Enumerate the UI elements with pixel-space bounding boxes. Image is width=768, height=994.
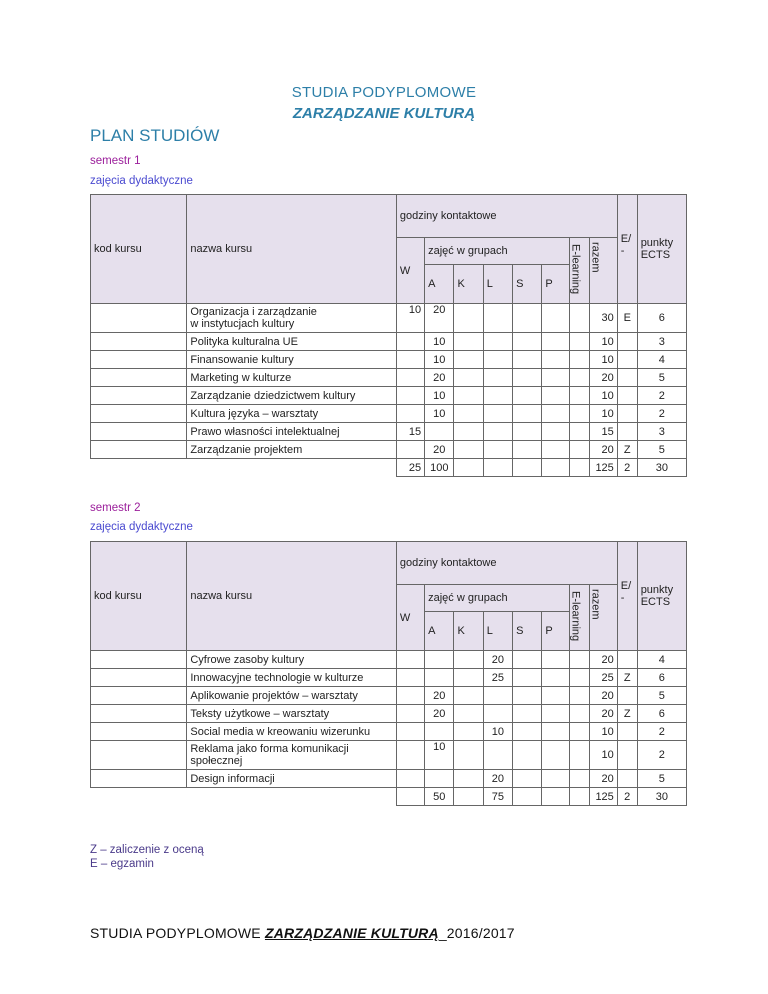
col-egz: E/ - <box>617 542 637 651</box>
cell-s <box>513 423 542 441</box>
cell-ects: 5 <box>637 770 686 788</box>
cell-razem: 10 <box>589 387 617 405</box>
cell-el <box>569 304 589 333</box>
col-w: W <box>396 238 424 304</box>
cell-razem: 10 <box>589 333 617 351</box>
total-ects: 30 <box>637 788 686 806</box>
cell-egz <box>617 369 637 387</box>
cell-kod <box>91 369 187 387</box>
cell-s <box>513 333 542 351</box>
total-row <box>91 459 687 477</box>
cell-razem: 10 <box>589 405 617 423</box>
table-row <box>91 687 687 705</box>
col-l: L <box>483 612 512 651</box>
col-razem: razem <box>589 589 602 620</box>
total-w <box>396 788 424 806</box>
cell-s <box>513 304 542 333</box>
cell-el <box>569 723 589 741</box>
cell-k <box>454 333 483 351</box>
cell-s <box>513 405 542 423</box>
cell-razem: 20 <box>589 651 617 669</box>
cell-ects: 3 <box>637 333 686 351</box>
cell-k <box>454 651 483 669</box>
cell-el <box>569 669 589 687</box>
cell-s <box>513 741 542 770</box>
cell-egz: Z <box>617 441 637 459</box>
semester-1-sublabel: zajęcia dydaktyczne <box>90 175 193 187</box>
cell-egz <box>617 687 637 705</box>
footer <box>90 925 515 941</box>
cell-a: 10 <box>425 351 454 369</box>
col-l: L <box>483 265 512 304</box>
table-row <box>91 387 687 405</box>
cell-kod <box>91 687 187 705</box>
cell-razem: 15 <box>589 423 617 441</box>
cell-egz <box>617 405 637 423</box>
cell-s <box>513 651 542 669</box>
cell-w <box>396 441 424 459</box>
cell-el <box>569 423 589 441</box>
cell-l <box>483 687 512 705</box>
cell-w <box>396 741 424 770</box>
cell-l <box>483 423 512 441</box>
cell-p <box>542 304 569 333</box>
footer-suffix: _2016/2017 <box>438 925 515 941</box>
cell-ects: 6 <box>637 304 686 333</box>
cell-w <box>396 687 424 705</box>
cell-a <box>425 723 454 741</box>
cell-kod <box>91 723 187 741</box>
cell-p <box>542 441 569 459</box>
cell-nazwa: Design informacji <box>187 770 396 788</box>
cell-s <box>513 387 542 405</box>
cell-ects: 5 <box>637 441 686 459</box>
cell-nazwa: Kultura języka – warsztaty <box>187 405 396 423</box>
cell-l: 20 <box>483 770 512 788</box>
cell-kod <box>91 423 187 441</box>
cell-egz: Z <box>617 669 637 687</box>
col-razem: razem <box>589 242 602 273</box>
footer-prefix: STUDIA PODYPLOMOWE <box>90 925 265 941</box>
cell-w <box>396 651 424 669</box>
cell-ects: 2 <box>637 723 686 741</box>
cell-l <box>483 333 512 351</box>
total-row <box>91 788 687 806</box>
cell-ects: 5 <box>637 687 686 705</box>
cell-kod <box>91 387 187 405</box>
cell-a <box>425 669 454 687</box>
col-elearning: E-learning <box>569 243 582 295</box>
cell-p <box>542 651 569 669</box>
cell-k <box>454 669 483 687</box>
cell-p <box>542 369 569 387</box>
col-kod: kod kursu <box>91 542 187 651</box>
cell-l <box>483 369 512 387</box>
cell-nazwa: Finansowanie kultury <box>187 351 396 369</box>
cell-nazwa: Social media w kreowaniu wizerunku <box>187 723 396 741</box>
cell-ects: 4 <box>637 651 686 669</box>
cell-k <box>454 723 483 741</box>
table-row <box>91 705 687 723</box>
table-row <box>91 333 687 351</box>
cell-s <box>513 705 542 723</box>
total-ects: 30 <box>637 459 686 477</box>
table-row <box>91 669 687 687</box>
cell-s <box>513 351 542 369</box>
cell-egz <box>617 387 637 405</box>
cell-el <box>569 687 589 705</box>
cell-l <box>483 387 512 405</box>
cell-nazwa: Aplikowanie projektów – warsztaty <box>187 687 396 705</box>
table-row <box>91 770 687 788</box>
cell-w <box>396 387 424 405</box>
cell-w <box>396 333 424 351</box>
cell-p <box>542 687 569 705</box>
cell-k <box>454 423 483 441</box>
cell-kod <box>91 669 187 687</box>
footer-program: ZARZĄDZANIE KULTURĄ <box>264 925 439 941</box>
col-k: K <box>454 265 483 304</box>
total-egz: 2 <box>617 459 637 477</box>
cell-nazwa: Cyfrowe zasoby kultury <box>187 651 396 669</box>
cell-el <box>569 369 589 387</box>
col-a: A <box>425 612 454 651</box>
col-ects: punkty ECTS <box>637 542 686 651</box>
semester-2-table <box>90 541 687 806</box>
cell-p <box>542 333 569 351</box>
cell-kod <box>91 441 187 459</box>
cell-kod <box>91 405 187 423</box>
cell-ects: 6 <box>637 705 686 723</box>
cell-kod <box>91 351 187 369</box>
semester-2-label: semestr 2 <box>90 502 141 514</box>
cell-k <box>454 705 483 723</box>
cell-el <box>569 705 589 723</box>
cell-el <box>569 651 589 669</box>
col-godziny: godziny kontaktowe <box>396 542 617 585</box>
legend-z: Z – zaliczenie z oceną <box>90 844 204 856</box>
table-row <box>91 441 687 459</box>
cell-razem: 10 <box>589 741 617 770</box>
cell-nazwa: Marketing w kulturze <box>187 369 396 387</box>
cell-s <box>513 669 542 687</box>
cell-a: 10 <box>425 405 454 423</box>
cell-ects: 3 <box>637 423 686 441</box>
table-row <box>91 723 687 741</box>
col-p: P <box>542 612 569 651</box>
cell-nazwa: Zarządzanie dziedzictwem kultury <box>187 387 396 405</box>
legend <box>90 843 204 871</box>
table-row <box>91 651 687 669</box>
legend-e: E – egzamin <box>90 858 154 870</box>
cell-nazwa: Organizacja i zarządzanie w instytucjach kultury <box>187 304 396 333</box>
cell-egz <box>617 333 637 351</box>
cell-k <box>454 687 483 705</box>
total-razem: 125 <box>589 459 617 477</box>
col-w: W <box>396 585 424 651</box>
cell-w: 10 <box>396 304 424 333</box>
col-kod: kod kursu <box>91 195 187 304</box>
col-s: S <box>513 612 542 651</box>
cell-razem: 10 <box>589 723 617 741</box>
cell-s <box>513 441 542 459</box>
table-row <box>91 741 687 770</box>
cell-k <box>454 770 483 788</box>
cell-el <box>569 741 589 770</box>
cell-ects: 2 <box>637 405 686 423</box>
total-w: 25 <box>396 459 424 477</box>
cell-kod <box>91 705 187 723</box>
cell-ects: 4 <box>637 351 686 369</box>
cell-nazwa: Polityka kulturalna UE <box>187 333 396 351</box>
total-l: 75 <box>483 788 512 806</box>
cell-razem: 10 <box>589 351 617 369</box>
cell-nazwa: Zarządzanie projektem <box>187 441 396 459</box>
semester-1-label: semestr 1 <box>90 155 141 167</box>
cell-razem: 20 <box>589 441 617 459</box>
cell-k <box>454 304 483 333</box>
col-k: K <box>454 612 483 651</box>
cell-k <box>454 369 483 387</box>
cell-w <box>396 705 424 723</box>
cell-nazwa: Prawo własności intelektualnej <box>187 423 396 441</box>
program-name: ZARZĄDZANIE KULTURĄ <box>292 105 476 122</box>
cell-a: 20 <box>425 687 454 705</box>
cell-s <box>513 369 542 387</box>
cell-nazwa: Innowacyjne technologie w kulturze <box>187 669 396 687</box>
cell-w: 15 <box>396 423 424 441</box>
document-title: STUDIA PODYPLOMOWE <box>291 84 477 101</box>
total-a: 50 <box>425 788 454 806</box>
cell-l: 25 <box>483 669 512 687</box>
cell-a: 20 <box>425 304 454 333</box>
cell-l: 20 <box>483 651 512 669</box>
col-p: P <box>542 265 569 304</box>
cell-ects: 2 <box>637 741 686 770</box>
cell-w <box>396 369 424 387</box>
cell-kod <box>91 770 187 788</box>
cell-w <box>396 770 424 788</box>
col-nazwa: nazwa kursu <box>187 542 396 651</box>
cell-razem: 20 <box>589 770 617 788</box>
col-a: A <box>425 265 454 304</box>
cell-nazwa: Teksty użytkowe – warsztaty <box>187 705 396 723</box>
cell-k <box>454 441 483 459</box>
cell-razem: 25 <box>589 669 617 687</box>
table-row <box>91 304 687 333</box>
cell-a <box>425 423 454 441</box>
cell-w <box>396 405 424 423</box>
col-egz: E/ - <box>617 195 637 304</box>
cell-k <box>454 351 483 369</box>
total-egz: 2 <box>617 788 637 806</box>
cell-a: 20 <box>425 705 454 723</box>
cell-s <box>513 770 542 788</box>
cell-razem: 20 <box>589 369 617 387</box>
total-p <box>542 788 569 806</box>
cell-el <box>569 387 589 405</box>
col-grupy: zajęć w grupach <box>425 238 570 265</box>
cell-el <box>569 333 589 351</box>
col-nazwa: nazwa kursu <box>187 195 396 304</box>
cell-ects: 2 <box>637 387 686 405</box>
cell-p <box>542 770 569 788</box>
cell-l <box>483 351 512 369</box>
cell-a <box>425 770 454 788</box>
col-s: S <box>513 265 542 304</box>
cell-kod <box>91 304 187 333</box>
cell-a: 20 <box>425 441 454 459</box>
cell-k <box>454 741 483 770</box>
total-s <box>513 459 542 477</box>
semester-1-table <box>90 194 687 477</box>
cell-w <box>396 351 424 369</box>
cell-nazwa: Reklama jako forma komunikacji społecznej <box>187 741 396 770</box>
cell-ects: 5 <box>637 369 686 387</box>
table-row <box>91 405 687 423</box>
cell-k <box>454 387 483 405</box>
cell-kod <box>91 741 187 770</box>
cell-l: 10 <box>483 723 512 741</box>
cell-egz: E <box>617 304 637 333</box>
cell-a: 10 <box>425 387 454 405</box>
cell-egz <box>617 723 637 741</box>
cell-k <box>454 405 483 423</box>
cell-a <box>425 651 454 669</box>
cell-p <box>542 351 569 369</box>
total-p <box>542 459 569 477</box>
cell-egz <box>617 423 637 441</box>
col-grupy: zajęć w grupach <box>425 585 570 612</box>
cell-kod <box>91 333 187 351</box>
cell-l <box>483 741 512 770</box>
table-row <box>91 351 687 369</box>
cell-egz <box>617 351 637 369</box>
cell-egz: Z <box>617 705 637 723</box>
cell-a: 10 <box>425 333 454 351</box>
cell-egz <box>617 770 637 788</box>
cell-s <box>513 723 542 741</box>
col-godziny: godziny kontaktowe <box>396 195 617 238</box>
cell-s <box>513 687 542 705</box>
col-elearning: E-learning <box>569 590 582 642</box>
cell-a: 10 <box>425 741 454 770</box>
total-a: 100 <box>425 459 454 477</box>
total-el <box>569 788 589 806</box>
total-k <box>454 459 483 477</box>
cell-p <box>542 405 569 423</box>
cell-el <box>569 441 589 459</box>
cell-w <box>396 723 424 741</box>
cell-l <box>483 304 512 333</box>
total-k <box>454 788 483 806</box>
cell-p <box>542 423 569 441</box>
cell-egz <box>617 741 637 770</box>
cell-l <box>483 705 512 723</box>
table-row <box>91 423 687 441</box>
cell-p <box>542 669 569 687</box>
table-row <box>91 369 687 387</box>
cell-w <box>396 669 424 687</box>
cell-l <box>483 441 512 459</box>
cell-el <box>569 770 589 788</box>
total-el <box>569 459 589 477</box>
total-razem: 125 <box>589 788 617 806</box>
cell-p <box>542 741 569 770</box>
cell-p <box>542 705 569 723</box>
cell-razem: 20 <box>589 687 617 705</box>
cell-a: 20 <box>425 369 454 387</box>
cell-egz <box>617 651 637 669</box>
cell-kod <box>91 651 187 669</box>
cell-p <box>542 387 569 405</box>
cell-ects: 6 <box>637 669 686 687</box>
total-l <box>483 459 512 477</box>
cell-el <box>569 405 589 423</box>
cell-p <box>542 723 569 741</box>
total-s <box>513 788 542 806</box>
cell-el <box>569 351 589 369</box>
plan-heading: PLAN STUDIÓW <box>90 126 220 145</box>
cell-razem: 30 <box>589 304 617 333</box>
cell-razem: 20 <box>589 705 617 723</box>
cell-l <box>483 405 512 423</box>
col-ects: punkty ECTS <box>637 195 686 304</box>
semester-2-sublabel: zajęcia dydaktyczne <box>90 521 193 533</box>
